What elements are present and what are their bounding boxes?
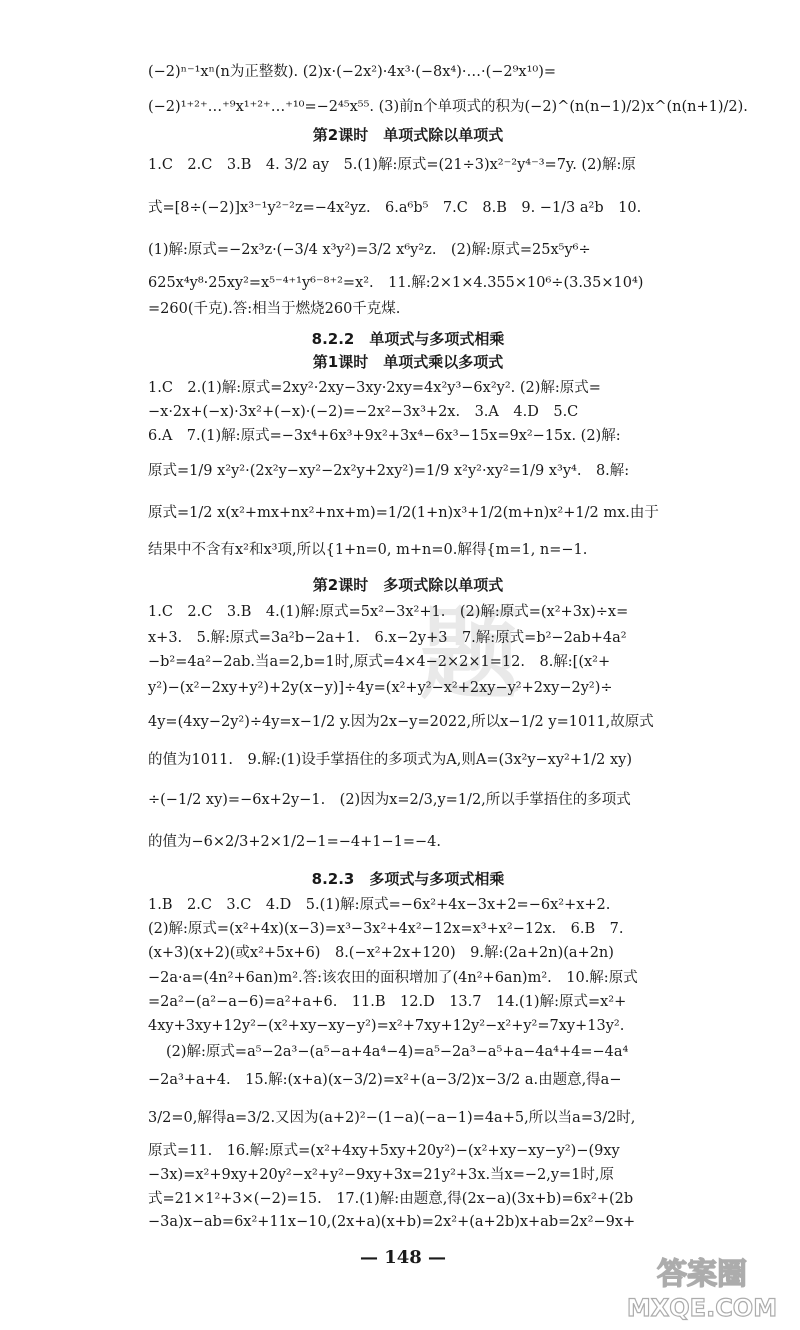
watermark-text-top: 答案圈 [657, 1257, 747, 1292]
text-line: −b²=4a²−2ab.当a=2,b=1时,原式=4×4−2×2×1=12. 8.解:[(x²+ [148, 654, 611, 670]
text-line: (2)解:原式=(x²+4x)(x−3)=x³−3x²+4x²−12x=x³+x²−12x. 6.B 7. [148, 921, 624, 937]
section-heading: 第2课时 单项式除以单项式 [312, 126, 504, 144]
text-line: 1.C 2.C 3.B 4. 3/2 ay 5.(1)解:原式=(21÷3)x²⁻²y⁴⁻³=7y. (2)解:原 [148, 157, 636, 173]
text-line: 1.C 2.(1)解:原式=2xy²·2xy−3xy·2xy=4x²y³−6x²y². (2)解:原式= [148, 380, 601, 396]
site-watermark-logo [610, 1250, 795, 1325]
text-line: 结果中不含有x²和x³项,所以{1+n=0, m+n=0.解得{m=1, n=−1. [148, 542, 588, 558]
watermark-graphic [610, 1250, 795, 1325]
text-line: 的值为−6×2/3+2×1/2−1=−4+1−1=−4. [148, 834, 442, 850]
section-heading: 第1课时 单项式乘以多项式 [312, 353, 504, 371]
text-line: −3a)x−ab=6x²+11x−10,(2x+a)(x+b)=2x²+(a+2b)x+ab=2x²−9x+ [148, 1214, 636, 1230]
text-line: 原式=1/2 x(x²+mx+nx²+nx+m)=1/2(1+n)x³+1/2(m+n)x²+1/2 mx.由于 [148, 505, 659, 521]
text-line: 6.A 7.(1)解:原式=−3x⁴+6x³+9x²+3x⁴−6x³−15x=9x²−15x. (2)解: [148, 428, 621, 444]
text-line: −2a·a=(4n²+6an)m².答:该农田的面积增加了(4n²+6an)m². 10.解:原式 [148, 970, 638, 986]
section-heading: 第2课时 多项式除以单项式 [312, 576, 504, 594]
text-line: (x+3)(x+2)(或x²+5x+6) 8.(−x²+2x+120) 9.解:(2a+2n)(a+2n) [148, 945, 614, 961]
text-line: −x·2x+(−x)·3x²+(−x)·(−2)=−2x²−3x³+2x. 3.A 4.D 5.C [148, 404, 579, 420]
text-line: 3/2=0,解得a=3/2.又因为(a+2)²−(1−a)(−a−1)=4a+5,所以当a=3/2时, [148, 1110, 636, 1126]
page-number: — 148 — [359, 1247, 447, 1268]
text-line: =260(千克).答:相当于燃烧260千克煤. [148, 301, 401, 317]
text-line: 式=[8÷(−2)]x³⁻¹y²⁻²z=−4x²yz. 6.a⁶b⁵ 7.C 8.B 9. −1/3 a²b 10. [148, 200, 642, 216]
text-line: 1.C 2.C 3.B 4.(1)解:原式=5x²−3x²+1. (2)解:原式=(x²+3x)÷x= [148, 604, 629, 620]
text-line: x+3. 5.解:原式=3a²b−2a+1. 6.x−2y+3 7.解:原式=b²−2ab+4a² [148, 630, 627, 646]
text-line: −3x)=x²+9xy+20y²−x²+y²−9xy+3x=21y²+3x.当x=−2,y=1时,原 [148, 1167, 615, 1183]
text-line: ÷(−1/2 xy)=−6x+2y−1. (2)因为x=2/3,y=1/2,所以手掌捂住的多项式 [148, 792, 631, 808]
text-line: 4y=(4xy−2y²)÷4y=x−1/2 y.因为2x−y=2022,所以x−1/2 y=1011,故原式 [148, 714, 654, 730]
section-heading: 8.2.3 多项式与多项式相乘 [311, 870, 505, 888]
text-line: 原式=11. 16.解:原式=(x²+4xy+5xy+20y²)−(x²+xy−xy−y²)−(9xy [148, 1143, 620, 1159]
text-line: (2)解:原式=a⁵−2a³−(a⁵−a+4a⁴−4)=a⁵−2a³−a⁵+a−4a⁴+4=−4a⁴ [166, 1044, 629, 1060]
text-line: =2a²−(a²−a−6)=a²+a+6. 11.B 12.D 13.7 14.(1)解:原式=x²+ [148, 994, 627, 1010]
text-line: 1.B 2.C 3.C 4.D 5.(1)解:原式=−6x²+4x−3x+2=−6x²+x+2. [148, 897, 611, 913]
text-line: 的值为1011. 9.解:(1)设手掌捂住的多项式为A,则A=(3x²y−xy²+1/2 xy) [148, 752, 632, 768]
text-line: (1)解:原式=−2x³z·(−3/4 x³y²)=3/2 x⁶y²z. (2)解:原式=25x⁵y⁶÷ [148, 242, 591, 258]
text-line: 625x⁴y⁸·25xy²=x⁵⁻⁴⁺¹y⁶⁻⁸⁺²=x². 11.解:2×1×4.355×10⁶÷(3.35×10⁴) [148, 275, 644, 291]
text-line: (−2)¹⁺²⁺…⁺⁹x¹⁺²⁺…⁺¹⁰=−2⁴⁵x⁵⁵. (3)前n个单项式的积为(−2)^(n(n−1)/2)x^(n(n+1)/2). [148, 99, 748, 115]
text-line: 4xy+3xy+12y²−(x²+xy−xy−y²)=x²+7xy+12y²−x²+y²=7xy+13y². [148, 1018, 625, 1034]
text-line: y²)−(x²−2xy+y²)+2y(x−y)]÷4y=(x²+y²−x²+2xy−y²+2xy−2y²)÷ [148, 680, 613, 696]
text-line: 原式=1/9 x²y²·(2x²y−xy²−2x²y+2xy²)=1/9 x²y²·xy²=1/9 x³y⁴. 8.解: [148, 463, 630, 479]
text-line: 式=21×1²+3×(−2)=15. 17.(1)解:由题意,得(2x−a)(3x+b)=6x²+(2b [148, 1191, 634, 1207]
section-heading: 8.2.2 单项式与多项式相乘 [311, 330, 505, 348]
center-watermark: 题 [420, 596, 520, 713]
watermark-text-bottom: MXQE.COM [626, 1294, 778, 1322]
text-line: −2a³+a+4. 15.解:(x+a)(x−3/2)=x²+(a−3/2)x−3/2 a.由题意,得a− [148, 1072, 622, 1088]
text-line: (−2)ⁿ⁻¹xⁿ(n为正整数). (2)x·(−2x²)·4x³·(−8x⁴)·…·(−2⁹x¹⁰)= [148, 64, 557, 80]
